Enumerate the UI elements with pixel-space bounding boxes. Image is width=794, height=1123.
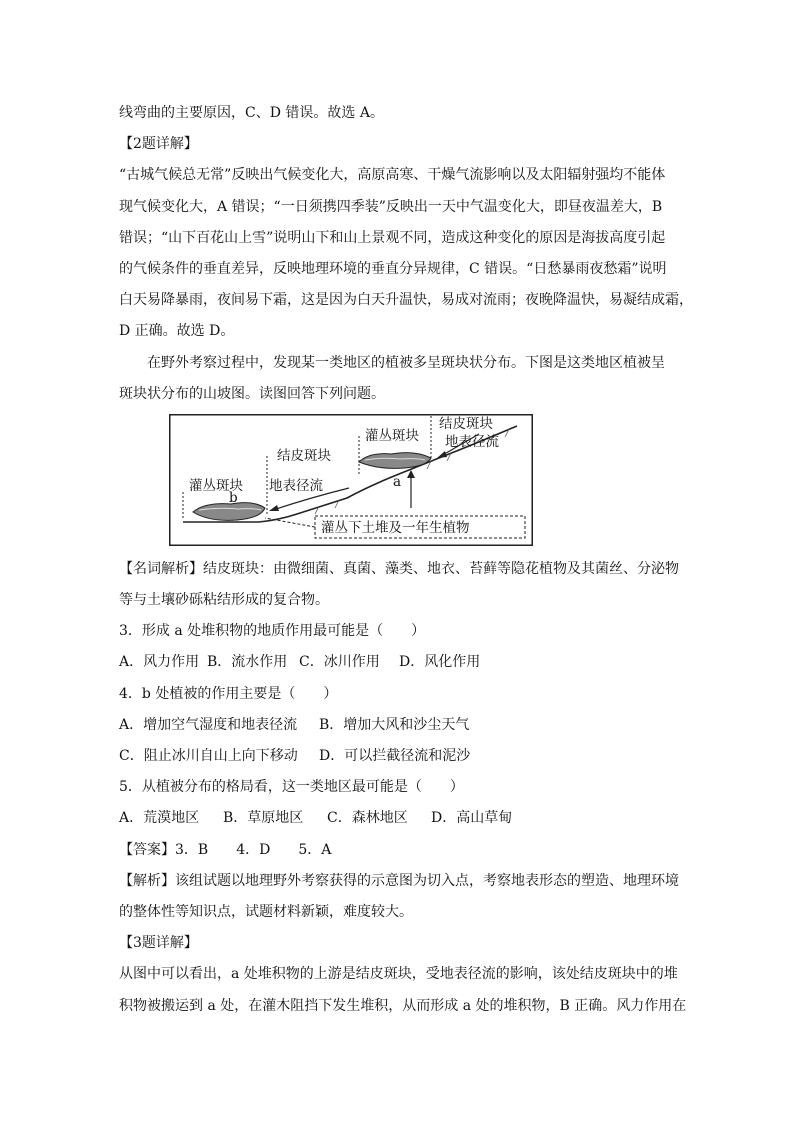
q4-option-b: B．增加大风和沙尘天气: [319, 716, 470, 733]
label-runoff-top: 地表径流: [445, 433, 499, 450]
section-heading: 【2题详解】: [119, 136, 198, 153]
text-line: 线弯曲的主要原因，C、D 错误。故选 A。: [119, 105, 384, 121]
label-b: b: [229, 489, 238, 506]
text-line: 白天易降暴雨，夜间易下霜，这是因为白天升温快，易成对流雨；夜晚降温快，易凝结成霜，: [119, 292, 693, 309]
document-page: [119, 98, 693, 1022]
label-crust-mid: 结皮斑块: [277, 447, 331, 464]
label-crust-top: 结皮斑块: [439, 415, 493, 432]
q3-option-b: B．流水作用: [207, 654, 288, 671]
q3-option-d: D．风化作用: [399, 654, 481, 671]
question-4-options-row1: [119, 710, 679, 741]
q3-option-c: C．冰川作用: [299, 654, 380, 671]
intro-line: 斑块状分布的山坡图。读图回答下列问题。: [119, 385, 385, 402]
term-definition-line: 等与土壤砂砾粘结形成的复合物。: [119, 592, 329, 609]
q5-option-c: C．森林地区: [327, 810, 408, 827]
label-shrub-top: 灌丛斑块: [365, 427, 419, 444]
section-heading: 【3题详解】: [119, 935, 198, 952]
label-bottom: 灌丛下土堆及一年生植物: [321, 519, 470, 536]
analysis-line: 从图中可以看出，a 处堆积物的上游是结皮斑块，受地表径流的影响，该处结皮斑块中的堆: [119, 966, 678, 983]
analysis-line: 的整体性等知识点，试题材料新颖，难度较大。: [119, 903, 413, 920]
analysis-line: 积物被搬运到 a 处，在灌木阻挡下发生堆积，从而形成 a 处的堆积物，B 正确。风力作用在: [119, 997, 687, 1014]
q3-option-a: A．风力作用: [119, 654, 200, 671]
question-3-stem: 3．形成 a 处堆积物的地质作用最可能是（ ）: [119, 623, 426, 640]
question-5-options: [119, 803, 679, 834]
term-definition-line: 【名词解析】结皮斑块：由微细菌、真菌、藻类、地衣、苔藓等隐花植物及其菌丝、分泌物: [119, 560, 679, 577]
label-a: a: [393, 473, 402, 490]
question-4-options-row2: [119, 741, 679, 772]
q5-option-b: B．草原地区: [223, 810, 304, 827]
question-3-options: [119, 647, 679, 678]
q4-option-c: C．阻止冰川自山上向下移动: [119, 748, 298, 764]
label-runoff-mid: 地表径流: [269, 477, 323, 494]
q4-option-d: D．可以拦截径流和泥沙: [319, 748, 471, 764]
text-line: D 正确。故选 D。: [119, 323, 235, 340]
analysis-line: 【解析】该组试题以地理野外考察获得的示意图为切入点，考察地表形态的塑造、地理环境: [119, 872, 679, 889]
text-line: “古城气候总无常”反映出气候变化大，高原高寒、干燥气流影响以及太阳辐射强均不能体: [119, 167, 666, 184]
question-4-stem: 4．b 处植被的作用主要是（ ）: [119, 685, 338, 702]
answer-line: 【答案】3．B 4．D 5．A: [119, 841, 332, 858]
q5-option-a: A．荒漠地区: [119, 810, 200, 827]
question-5-stem: 5．从植被分布的格局看，这一类地区最可能是（ ）: [119, 779, 464, 796]
intro-line: 在野外考察过程中，发现某一类地区的植被多呈斑块状分布。下图是这类地区植被呈: [147, 354, 665, 371]
q4-option-a: A．增加空气湿度和地表径流: [119, 716, 298, 733]
text-line: 现气候变化大，A 错误；“一日须携四季装”反映出一天中气温变化大，即昼夜温差大，B: [119, 198, 663, 215]
text-line: 的气候条件的垂直差异，反映地理环境的垂直分异规律，C 错误。“日愁暴雨夜愁霜”说明: [119, 260, 667, 277]
text-line: 错误；“山下百花山上雪”说明山下和山上景观不同，造成这种变化的原因是海拔高度引起: [119, 229, 666, 246]
hillside-diagram: [169, 414, 533, 546]
label-shrub-left: 灌丛斑块: [189, 477, 243, 494]
hillside-figure: [119, 414, 679, 552]
q5-option-d: D．高山草甸: [431, 810, 513, 827]
